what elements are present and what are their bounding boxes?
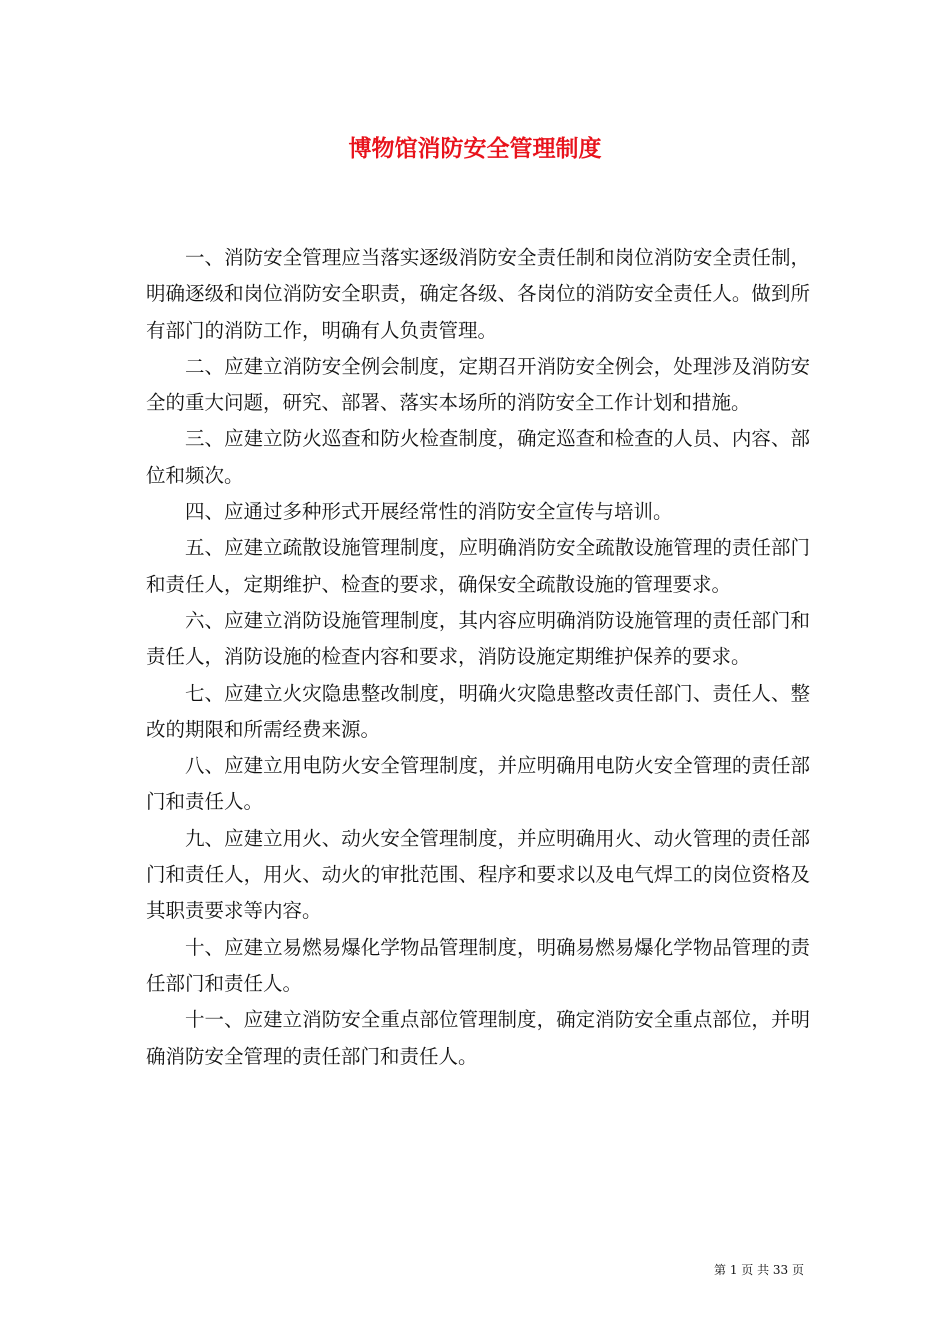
document-title: 博物馆消防安全管理制度 [348, 135, 602, 162]
paragraph-5: 五、应建立疏散设施管理制度，应明确消防安全疏散设施管理的责任部门和责任人，定期维护、检查的要求，确保安全疏散设施的管理要求。 [146, 536, 810, 596]
paragraph-3: 三、应建立防火巡查和防火检查制度，确定巡查和检查的人员、内容、部位和频次。 [146, 427, 810, 487]
paragraph-10: 十、应建立易燃易爆化学物品管理制度，明确易燃易爆化学物品管理的责任部门和责任人。 [146, 935, 810, 995]
paragraph-4: 四、应通过多种形式开展经常性的消防安全宣传与培训。 [185, 500, 673, 524]
paragraph-11: 十一、应建立消防安全重点部位管理制度，确定消防安全重点部位，并明确消防安全管理的责任部门和责任人。 [146, 1008, 810, 1068]
paragraph-7: 七、应建立火灾隐患整改制度，明确火灾隐患整改责任部门、责任人、整改的期限和所需经费来源。 [146, 681, 810, 741]
paragraph-8: 八、应建立用电防火安全管理制度，并应明确用电防火安全管理的责任部门和责任人。 [146, 754, 810, 814]
paragraph-2: 二、应建立消防安全例会制度，定期召开消防安全例会，处理涉及消防安全的重大问题，研究、部署、落实本场所的消防安全工作计划和措施。 [146, 354, 810, 415]
paragraph-9: 九、应建立用火、动火安全管理制度，并应明确用火、动火管理的责任部门和责任人，用火、动火的审批范围、程序和要求以及电气焊工的岗位资格及其职责要求等内容。 [146, 826, 810, 923]
paragraph-6: 六、应建立消防设施管理制度，其内容应明确消防设施管理的责任部门和责任人，消防设施的检查内容和要求，消防设施定期维护保养的要求。 [146, 608, 810, 669]
paragraph-1: 一、消防安全管理应当落实逐级消防安全责任制和岗位消防安全责任制，明确逐级和岗位消防安全职责，确定各级、各岗位的消防安全责任人。做到所有部门的消防工作，明确有人负责管理。 [146, 246, 810, 342]
document-body [146, 240, 810, 1075]
page-footer: 第 1 页 共 33 页 [714, 1263, 804, 1277]
